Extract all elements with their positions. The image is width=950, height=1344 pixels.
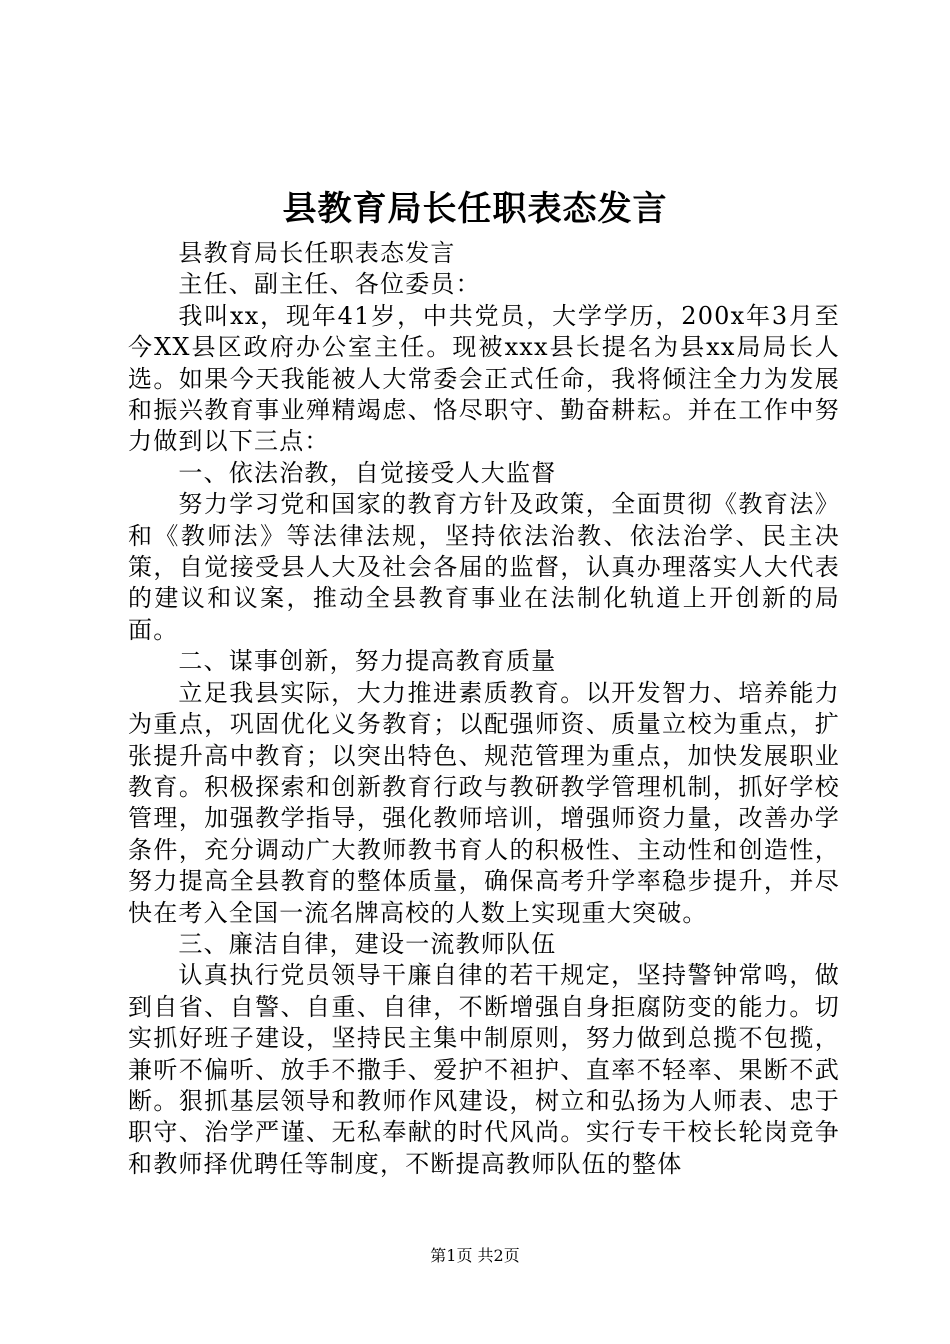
paragraph-section-2: 立足我县实际，大力推进素质教育。以开发智力、培养能力为重点，巩固优化义务教育；以配强师资、质量立校为重点，扩张提升高中教育；以突出特色、规范管理为重点，加快发展职业教育。积极探索和创新教育行政与教研教学管理机制，抓好学校管理，加强教学指导，强化教师培训，增强师资力量，改善办学条件，充分调动广大教师教书育人的积极性、主动性和创造性，努力提高全县教育的整体质量，确保高考升学率稳步提升，并尽快在考入全国一流名牌高校的人数上实现重大突破。	[128, 678, 840, 927]
paragraph-subtitle: 县教育局长任职表态发言	[178, 239, 456, 267]
section-heading-2: 二、谋事创新，努力提高教育质量	[178, 647, 557, 676]
section-heading-1: 一、依法治教，自觉接受人大监督	[178, 458, 557, 487]
paragraph-introduction: 我叫xx，现年41岁，中共党员，大学学历，200x年3月至今XX县区政府办公室主任。现被xxx县长提名为县xx局局长人选。如果今天我能被人大常委会正式任命，我将倾注全力为发展和振兴教育事业殚精竭虑、恪尽职守、勤奋耕耘。并在工作中努力做到以下三点：	[128, 301, 840, 456]
section-heading-3: 三、廉洁自律，建设一流教师队伍	[178, 929, 557, 958]
paragraph-section-3: 认真执行党员领导干廉自律的若干规定，坚持警钟常鸣，做到自省、自警、自重、自律，不断增强自身拒腐防变的能力。切实抓好班子建设，坚持民主集中制原则，努力做到总揽不包揽，兼听不偏听、放手不撒手、爱护不袒护、直率不轻率、果断不武断。狠抓基层领导和教师作风建设，树立和弘扬为人师表、忠于职守、治学严谨、无私奉献的时代风尚。实行专干校长轮岗竞争和教师择优聘任等制度，不断提高教师队伍的整体	[128, 961, 840, 1178]
document-body	[128, 238, 840, 1180]
document-title: 县教育局长任职表态发言	[282, 189, 668, 229]
paragraph-section-1: 努力学习党和国家的教育方针及政策，全面贯彻《教育法》和《教师法》等法律法规，坚持依法治教、依法治学、民主决策，自觉接受县人大及社会各届的监督，认真办理落实人大代表的建议和议案，推动全县教育事业在法制化轨道上开创新的局面。	[128, 490, 840, 644]
page-number-footer: 第1页 共2页	[430, 1246, 520, 1265]
paragraph-salutation: 主任、副主任、各位委员：	[178, 270, 481, 299]
